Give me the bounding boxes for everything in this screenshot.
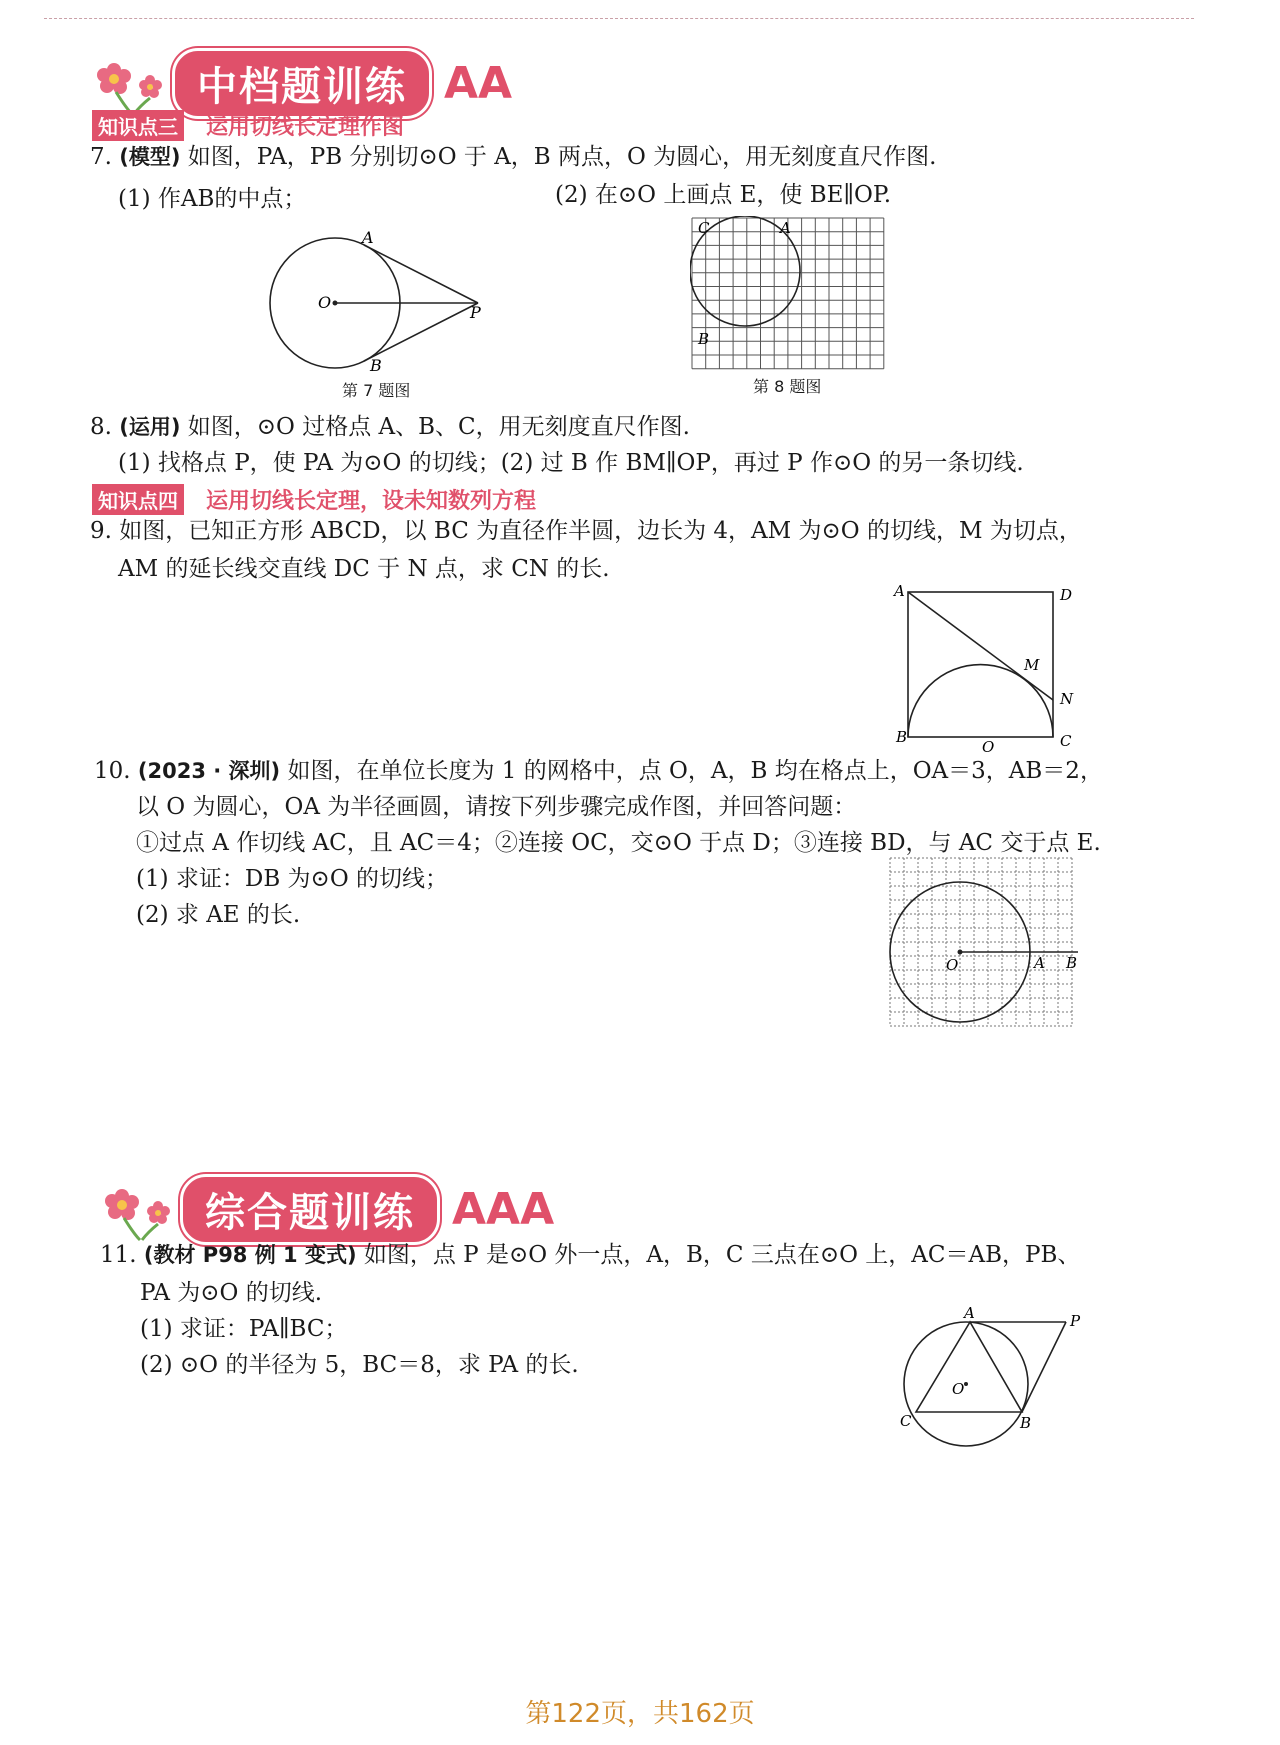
flower-icon xyxy=(100,1178,180,1242)
question-11-line-2: PA 为⊙O 的切线. xyxy=(140,1280,323,1306)
page-footer: 第122页，共162页 xyxy=(525,1699,755,1729)
knowledge-point-tag: 知识点三 xyxy=(92,110,184,141)
line-an xyxy=(908,592,1053,700)
question-text-line-1: 如图，在单位长度为 1 的网格中，点 O，A，B 均在格点上，OA＝3，AB＝2， xyxy=(287,758,1103,784)
question-7 xyxy=(90,138,1190,176)
question-number: 9. xyxy=(90,518,112,544)
question-10-part-1: (1) 求证：DB 为⊙O 的切线； xyxy=(136,866,448,892)
label-b: B xyxy=(698,330,710,348)
question-text-line-1: 如图，点 P 是⊙O 外一点，A，B，C 三点在⊙O 上，AC＝AB，PB、 xyxy=(363,1242,1081,1268)
knowledge-point-3 xyxy=(92,110,404,141)
label-a: A xyxy=(780,219,791,237)
label-c: C xyxy=(900,1412,912,1430)
grid xyxy=(692,218,884,369)
question-8-parts: (1) 找格点 P，使 PA 为⊙O 的切线；(2) 过 B 作 BM∥OP，再过 P 作⊙O 的另一条切线. xyxy=(118,450,1024,476)
label-n: N xyxy=(1060,690,1074,708)
knowledge-point-4 xyxy=(92,484,536,515)
question-11-part-2: (2) ⊙O 的半径为 5，BC＝8，求 PA 的长. xyxy=(140,1352,579,1378)
question-8 xyxy=(90,408,690,446)
figure-8 xyxy=(690,216,890,374)
tangent-pb xyxy=(364,303,478,361)
triangle-abc xyxy=(916,1322,1022,1412)
flower-icon xyxy=(92,52,172,116)
figure-9 xyxy=(888,580,1088,760)
question-11-part-1: (1) 求证：PA∥BC； xyxy=(140,1316,348,1342)
label-a: A xyxy=(1034,954,1045,972)
question-text-line-1: 如图，已知正方形 ABCD，以 BC 为直径作半圆，边长为 4，AM 为⊙O 的切线，M 为切点， xyxy=(119,518,1082,544)
center-point xyxy=(964,1382,968,1386)
knowledge-point-text: 运用切线长定理作图 xyxy=(206,115,405,140)
semicircle xyxy=(908,665,1053,737)
question-10-line-3: ①过点 A 作切线 AC，且 AC＝4；②连接 OC，交⊙O 于点 D；③连接 BD，与 AC 交于点 E. xyxy=(136,830,1101,856)
knowledge-point-tag: 知识点四 xyxy=(92,484,184,515)
section-title: 综合题训练 xyxy=(180,1174,440,1245)
label-b: B xyxy=(1066,954,1078,972)
question-9-line-2: AM 的延长线交直线 DC 于 N 点，求 CN 的长. xyxy=(118,556,610,582)
question-tag: (运用) xyxy=(119,415,181,439)
label-b: B xyxy=(896,728,908,746)
label-a: A xyxy=(894,582,905,600)
question-10 xyxy=(94,752,1194,790)
question-tag: (2023 · 深圳) xyxy=(137,759,281,783)
question-tag: (模型) xyxy=(119,145,181,169)
label-p: P xyxy=(470,303,481,322)
tangent-pa xyxy=(364,245,478,303)
difficulty-level: AA xyxy=(444,58,513,109)
section-header-mid xyxy=(92,48,512,119)
question-text: 如图，PA，PB 分别切⊙O 于 A，B 两点，O 为圆心，用无刻度直尺作图. xyxy=(187,144,937,170)
figure-7 xyxy=(260,228,500,378)
question-number: 10. xyxy=(94,758,131,784)
figure-8-caption: 第 8 题图 xyxy=(753,377,822,396)
figure-7-caption: 第 7 题图 xyxy=(342,381,411,400)
top-dashed-line xyxy=(44,18,1194,19)
label-d: D xyxy=(1060,586,1073,604)
label-p: P xyxy=(1070,1312,1081,1330)
question-7-part-1: (1) 作AB的中点； xyxy=(118,186,307,212)
question-10-line-2: 以 O 为圆心，OA 为半径画圆，请按下列步骤完成作图，并回答问题： xyxy=(136,794,857,820)
section-title: 中档题训练 xyxy=(172,48,432,119)
center-point xyxy=(958,950,963,955)
label-o: O xyxy=(982,738,995,756)
question-number: 11. xyxy=(100,1242,137,1268)
center-point xyxy=(333,301,338,306)
label-b: B xyxy=(1020,1414,1032,1432)
knowledge-point-text: 运用切线长定理，设未知数列方程 xyxy=(206,489,537,514)
label-a: A xyxy=(362,228,374,247)
section-header-comprehensive xyxy=(100,1174,554,1245)
question-number: 8. xyxy=(90,414,112,440)
question-7-part-2: (2) 在⊙O 上画点 E，使 BE∥OP. xyxy=(555,182,892,208)
question-9 xyxy=(90,512,1190,550)
label-o: O xyxy=(946,956,959,974)
question-text: 如图，⊙O 过格点 A、B、C，用无刻度直尺作图. xyxy=(187,414,690,440)
question-number: 7. xyxy=(90,144,112,170)
label-o: O xyxy=(952,1380,965,1398)
label-m: M xyxy=(1024,656,1040,674)
figure-11 xyxy=(896,1304,1096,1454)
figure-10 xyxy=(888,856,1084,1028)
grid xyxy=(890,858,1072,1026)
tangent-pb xyxy=(1022,1322,1066,1412)
question-10-part-2: (2) 求 AE 的长. xyxy=(136,902,301,928)
label-b: B xyxy=(370,356,382,375)
label-a: A xyxy=(964,1304,975,1322)
question-11 xyxy=(100,1236,1200,1274)
label-o: O xyxy=(318,293,332,312)
difficulty-level: AAA xyxy=(452,1184,555,1235)
question-tag: (教材 P98 例 1 变式) xyxy=(143,1243,357,1267)
label-c: C xyxy=(1060,732,1072,750)
label-c: C xyxy=(698,219,710,237)
